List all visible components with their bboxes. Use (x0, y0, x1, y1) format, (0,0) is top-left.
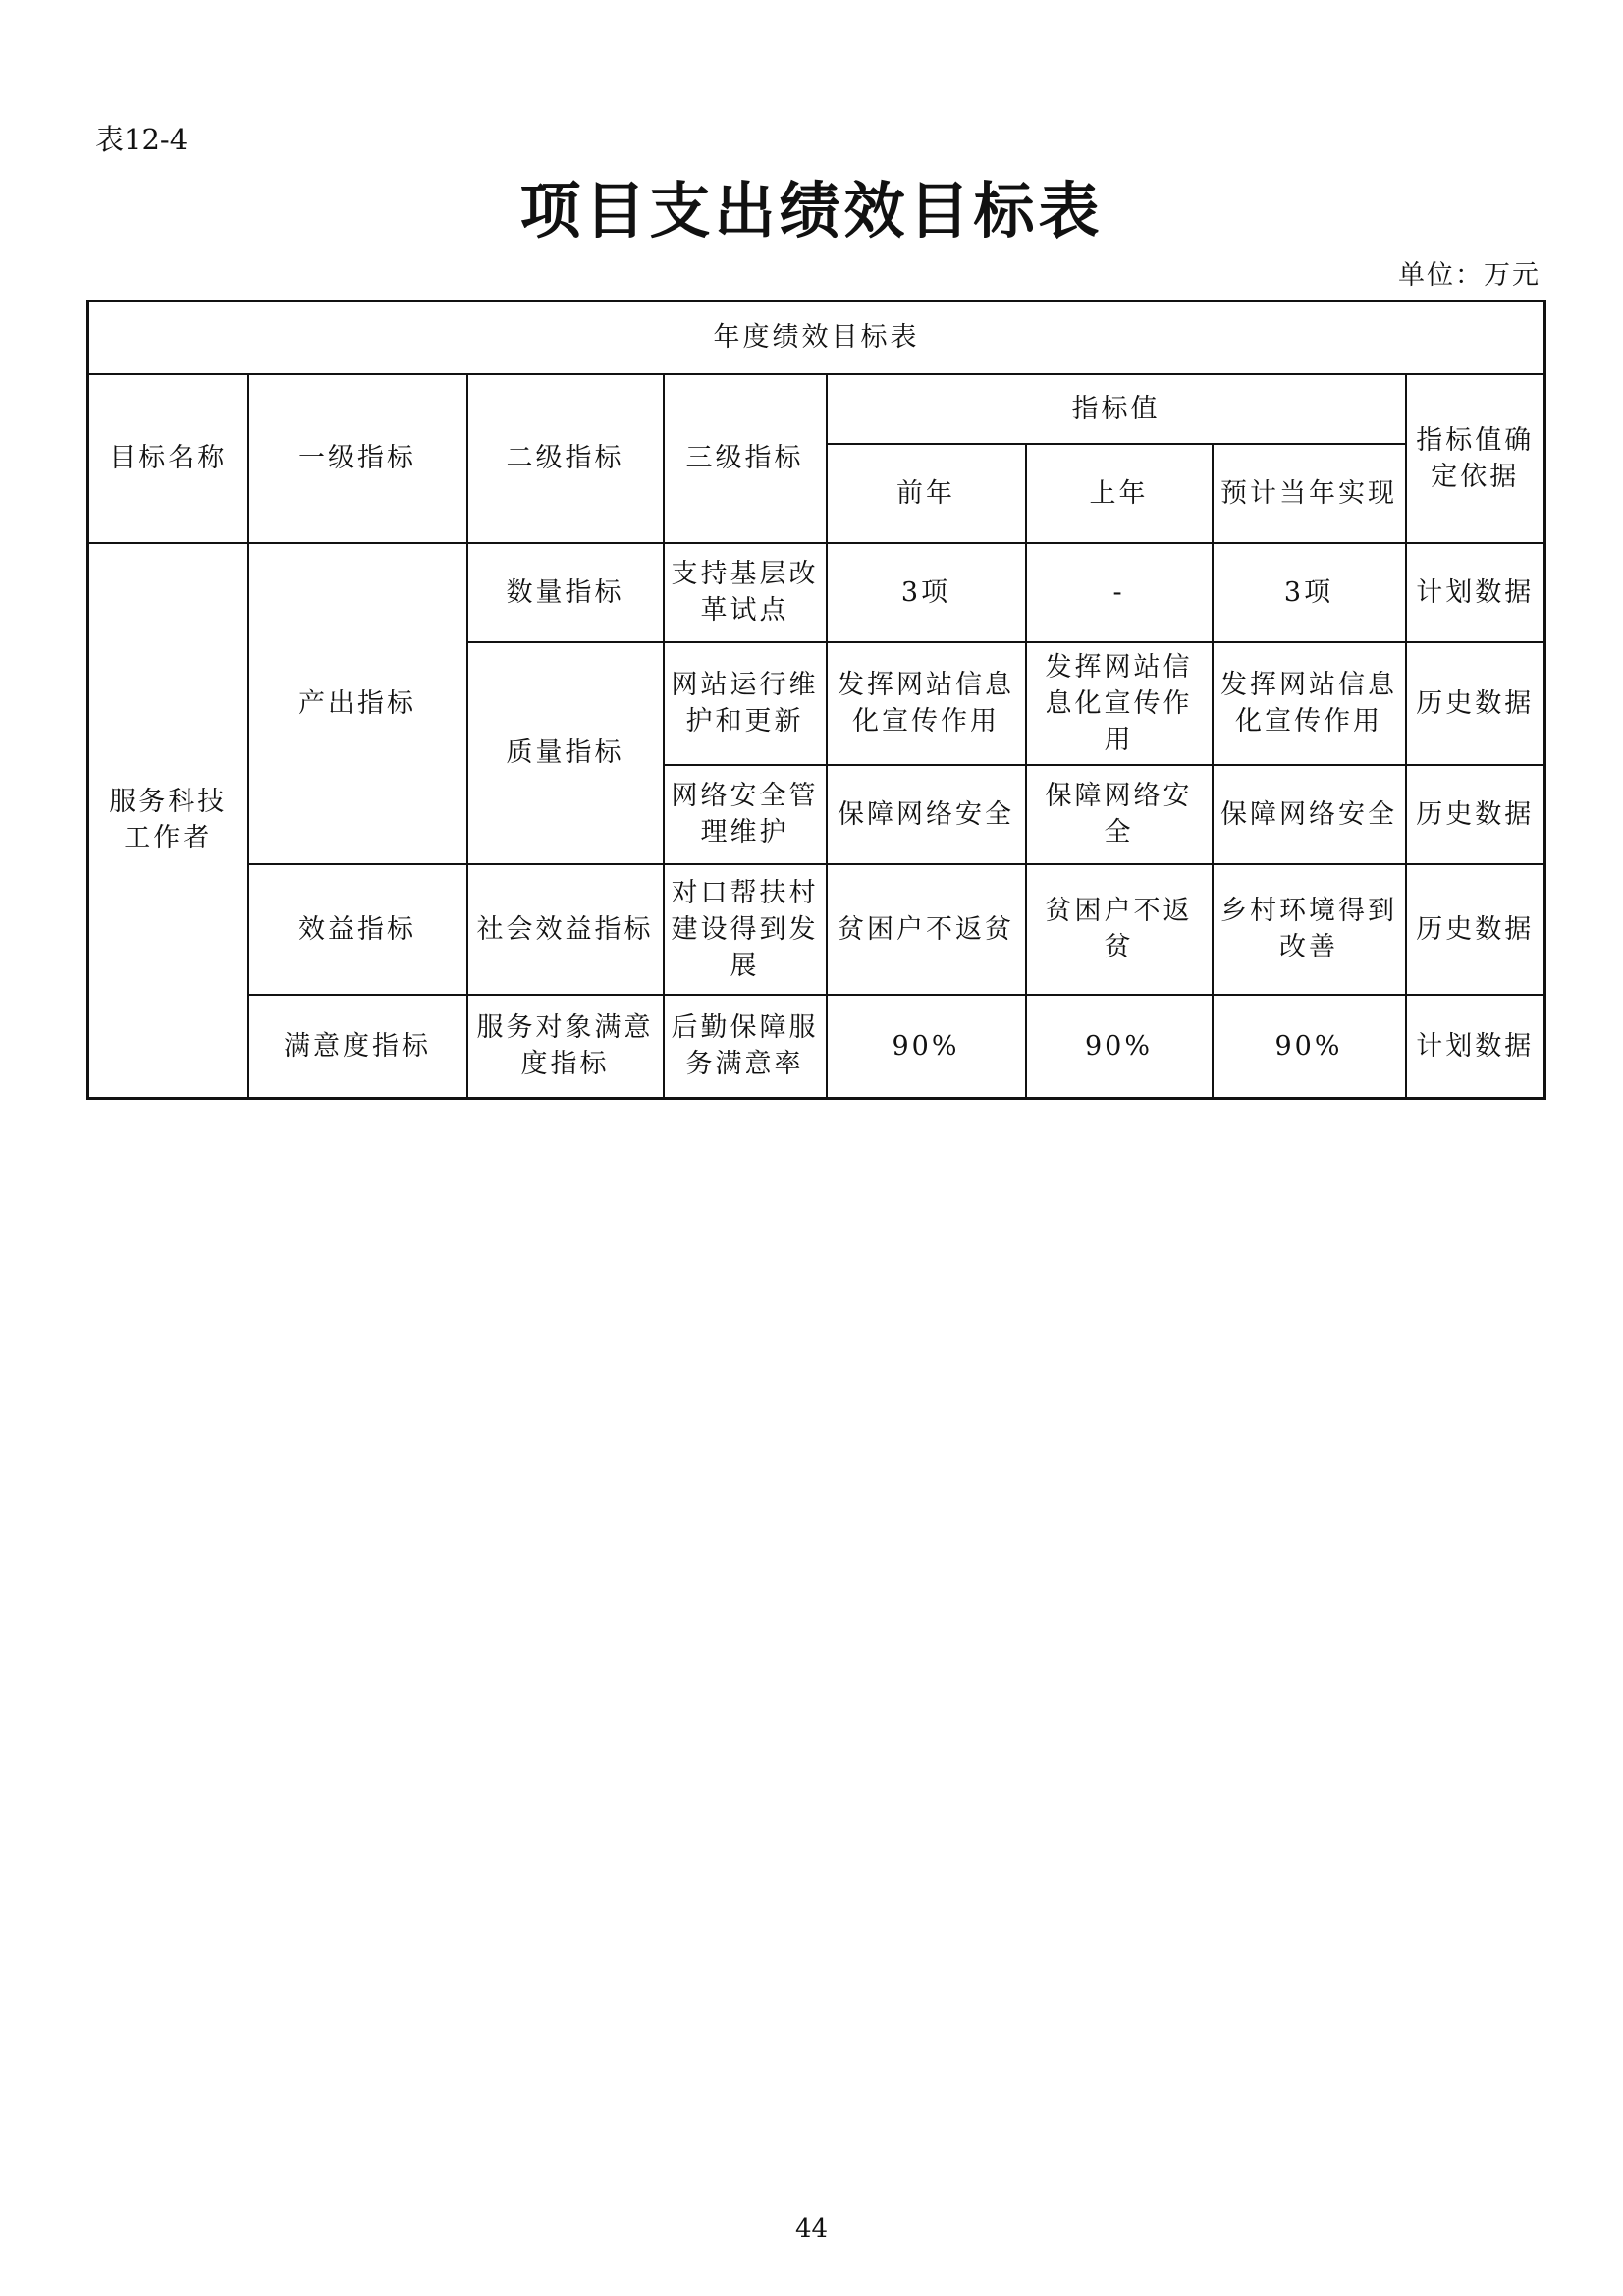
last-year-cell: 发挥网站信息化宣传作用 (1026, 642, 1213, 765)
last-year-cell: 贫困户不返贫 (1026, 864, 1213, 995)
page-number: 44 (794, 2214, 829, 2244)
header-target-name: 目标名称 (88, 374, 248, 543)
group-satisfaction: 满意度指标 (248, 995, 467, 1099)
level3-cell: 网络安全管理维护 (664, 765, 827, 864)
basis-cell: 历史数据 (1406, 765, 1545, 864)
table-row (88, 543, 1545, 642)
level3-cell: 网站运行维护和更新 (664, 642, 827, 765)
group-output: 产出指标 (248, 543, 467, 864)
expected-cell: 乡村环境得到改善 (1213, 864, 1406, 995)
header-level2: 二级指标 (467, 374, 664, 543)
table-banner: 年度绩效目标表 (88, 301, 1545, 374)
prev-year-cell: 贫困户不返贫 (827, 864, 1026, 995)
level3-cell: 对口帮扶村建设得到发展 (664, 864, 827, 995)
basis-cell: 计划数据 (1406, 995, 1545, 1099)
header-level1: 一级指标 (248, 374, 467, 543)
header-expected: 预计当年实现 (1213, 444, 1406, 543)
performance-target-table (86, 300, 1546, 1100)
last-year-cell: - (1026, 543, 1213, 642)
table-row (88, 995, 1545, 1099)
header-last-year: 上年 (1026, 444, 1213, 543)
level2-social: 社会效益指标 (467, 864, 664, 995)
header-indicator-value: 指标值 (827, 374, 1406, 444)
level2-quantity: 数量指标 (467, 543, 664, 642)
level2-service: 服务对象满意度指标 (467, 995, 664, 1099)
basis-cell: 历史数据 (1406, 864, 1545, 995)
level3-cell: 支持基层改革试点 (664, 543, 827, 642)
expected-cell: 发挥网站信息化宣传作用 (1213, 642, 1406, 765)
level3-cell: 后勤保障服务满意率 (664, 995, 827, 1099)
expected-cell: 90% (1213, 995, 1406, 1099)
basis-cell: 历史数据 (1406, 642, 1545, 765)
target-name-cell: 服务科技工作者 (88, 543, 248, 1099)
prev-year-cell: 发挥网站信息化宣传作用 (827, 642, 1026, 765)
basis-cell: 计划数据 (1406, 543, 1545, 642)
last-year-cell: 90% (1026, 995, 1213, 1099)
expected-cell: 3项 (1213, 543, 1406, 642)
page-title: 项目支出绩效目标表 (519, 175, 1104, 246)
expected-cell: 保障网络安全 (1213, 765, 1406, 864)
prev-year-cell: 3项 (827, 543, 1026, 642)
table-number: 表12-4 (95, 123, 189, 156)
header-level3: 三级指标 (664, 374, 827, 543)
header-prev-year: 前年 (827, 444, 1026, 543)
group-benefit: 效益指标 (248, 864, 467, 995)
level2-quality: 质量指标 (467, 642, 664, 864)
last-year-cell: 保障网络安全 (1026, 765, 1213, 864)
prev-year-cell: 90% (827, 995, 1026, 1099)
table-row (88, 864, 1545, 995)
prev-year-cell: 保障网络安全 (827, 765, 1026, 864)
unit-label: 单位：万元 (1398, 260, 1541, 291)
header-basis: 指标值确定依据 (1406, 374, 1545, 543)
